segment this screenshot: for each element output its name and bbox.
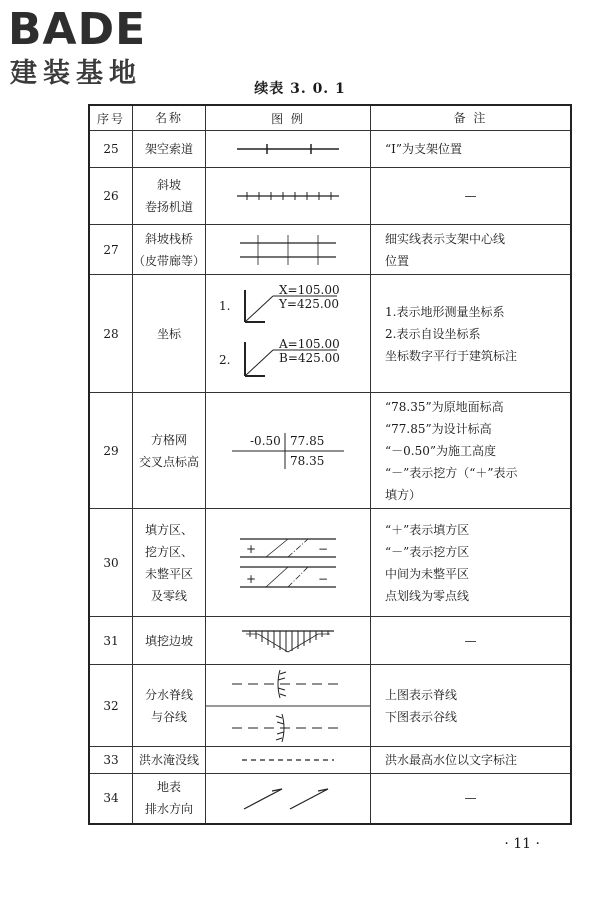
coord-item-1: 1. — [219, 298, 231, 313]
row-no: 26 — [89, 168, 133, 225]
row-remark — [371, 131, 572, 168]
coord-x-value: X=105.00 — [279, 283, 340, 297]
row-no: 25 — [89, 131, 133, 168]
row-no: 31 — [89, 617, 133, 665]
remark-line: 位置 — [385, 253, 410, 268]
remark-line: “－”表示挖方（“＋”表示 — [385, 465, 518, 480]
row-name — [133, 275, 206, 393]
name-line: 卷扬机道 — [144, 200, 193, 214]
row-no: 28 — [89, 275, 133, 393]
row-no: 33 — [89, 747, 133, 774]
row-no: 27 — [89, 225, 133, 275]
table-row — [89, 275, 571, 393]
remark-line: “I”为支架位置 — [385, 142, 463, 156]
name-line: 与谷线 — [150, 709, 187, 724]
row-no: 30 — [89, 509, 133, 617]
row-name — [133, 747, 206, 774]
header-remark: 备 注 — [371, 105, 572, 131]
name-line: 交叉点标高 — [138, 454, 199, 469]
remark-line: 洪水最高水位以文字标注 — [385, 753, 518, 767]
cut-sign: − — [318, 571, 329, 586]
table-row — [89, 393, 571, 509]
row-name — [133, 393, 206, 509]
row-remark — [371, 168, 572, 225]
name-line: 填方区、 — [144, 522, 193, 537]
name-line: 地表 — [156, 780, 181, 795]
row-no: 32 — [89, 665, 133, 747]
row-name — [133, 774, 206, 824]
ridge-valley-symbol — [206, 665, 371, 747]
coord-y-value: Y=425.00 — [279, 296, 339, 311]
remark-line: 中间为未整平区 — [385, 566, 470, 581]
name-line: 斜坡 — [156, 178, 181, 192]
name-line: 排水方向 — [144, 802, 193, 817]
remark-line: “77.85”为设计标高 — [385, 421, 492, 436]
legend-table — [88, 104, 572, 825]
name-line: 洪水淹没线 — [138, 753, 199, 767]
header-legend: 图 例 — [206, 105, 371, 131]
name-line: 斜坡栈桥 — [144, 231, 193, 246]
page-number: · 11 · — [504, 836, 540, 852]
remark-line: 1.表示地形测量坐标系 — [385, 304, 505, 319]
row-remark — [371, 774, 572, 824]
slope-symbol — [206, 617, 371, 665]
remark-line: — — [464, 633, 477, 648]
remark-line: 下图表示谷线 — [385, 709, 458, 724]
row-remark — [371, 665, 572, 747]
row-no: 34 — [89, 774, 133, 824]
name-line: 挖方区、 — [144, 544, 193, 559]
row-name — [133, 168, 206, 225]
header-name: 名称 — [133, 105, 206, 131]
coord-b-value: B=425.00 — [279, 350, 340, 365]
fill-cut-area-symbol — [206, 509, 371, 617]
grid-construction-height: -0.50 — [250, 433, 281, 448]
name-line: （皮带廊等） — [133, 253, 206, 268]
grid-design-elevation: 77.85 — [290, 433, 325, 448]
name-line: 分水脊线 — [144, 687, 193, 702]
remark-line: “78.35”为原地面标高 — [385, 399, 504, 414]
remark-line: “－0.50”为施工高度 — [385, 443, 496, 458]
remark-line: 坐标数字平行于建筑标注 — [385, 348, 518, 363]
name-line: 填挖边坡 — [144, 633, 193, 648]
remark-line: 填方） — [385, 487, 422, 502]
cut-sign: − — [318, 541, 329, 556]
coord-a-value: A=105.00 — [279, 336, 340, 351]
row-remark — [371, 747, 572, 774]
incline-trestle-symbol — [206, 225, 371, 275]
row-name — [133, 617, 206, 665]
grid-elevation-symbol — [206, 393, 371, 509]
table-header-row — [89, 105, 571, 131]
fill-sign: + — [246, 541, 257, 556]
row-remark — [371, 509, 572, 617]
row-name — [133, 225, 206, 275]
logo-text-en: BADE — [8, 4, 147, 55]
remark-line: 细实线表示支架中心线 — [385, 231, 506, 246]
fill-sign: + — [246, 571, 257, 586]
table-row — [89, 225, 571, 275]
name-line: 架空索道 — [144, 142, 193, 156]
table-row — [89, 509, 571, 617]
grid-ground-elevation: 78.35 — [290, 453, 325, 468]
name-line: 方格网 — [150, 432, 187, 447]
table-row — [89, 665, 571, 747]
name-line: 坐标 — [156, 326, 181, 341]
table-row — [89, 131, 571, 168]
name-line: 及零线 — [150, 588, 187, 603]
row-name — [133, 665, 206, 747]
aerial-ropeway-symbol — [206, 131, 371, 168]
row-remark — [371, 617, 572, 665]
remark-line: 上图表示脊线 — [385, 687, 458, 702]
row-no: 29 — [89, 393, 133, 509]
row-remark — [371, 275, 572, 393]
remark-line: “－”表示挖方区 — [385, 544, 470, 559]
header-no: 序号 — [89, 105, 133, 131]
table-caption: 续表 3. 0. 1 — [254, 81, 346, 97]
remark-line: — — [464, 189, 477, 203]
table-row — [89, 168, 571, 225]
row-remark — [371, 393, 572, 509]
coordinate-symbol — [206, 275, 371, 393]
name-line: 未整平区 — [144, 566, 193, 581]
drainage-direction-symbol — [206, 774, 371, 824]
logo-text-cn: 建装基地 — [10, 58, 142, 89]
incline-hoist-symbol — [206, 168, 371, 225]
row-name — [133, 509, 206, 617]
table-row — [89, 747, 571, 774]
flood-line-symbol — [206, 747, 371, 774]
table-row — [89, 774, 571, 824]
remark-line: “＋”表示填方区 — [385, 522, 470, 537]
remark-line: 2.表示自设坐标系 — [385, 326, 481, 341]
row-remark — [371, 225, 572, 275]
table-row — [89, 617, 571, 665]
remark-line: — — [464, 791, 477, 806]
coord-item-2: 2. — [219, 352, 231, 367]
remark-line: 点划线为零点线 — [385, 588, 470, 603]
row-name — [133, 131, 206, 168]
